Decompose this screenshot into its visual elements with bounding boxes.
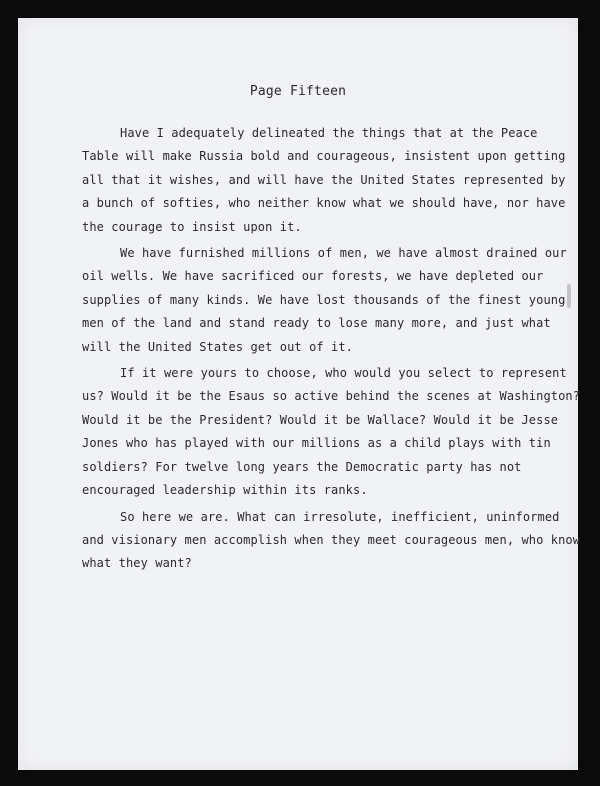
document-body (82, 122, 581, 579)
text-line: a bunch of softies, who neither know what we should have, nor have (82, 196, 566, 211)
paper-edge-mark (567, 284, 571, 308)
text-line: soldiers? For twelve long years the Democratic party has not (82, 459, 522, 474)
text-line: Jones who has played with our millions as a child plays with tin (82, 436, 551, 451)
text-line: the courage to insist upon it. (82, 219, 302, 234)
paragraph-2 (82, 242, 567, 359)
text-line: what they want? (82, 556, 192, 571)
text-line: So here we are. What can irresolute, inefficient, uninformed (120, 509, 560, 524)
text-line: Table will make Russia bold and courageous, insistent upon getting (82, 149, 566, 164)
text-line: encouraged leadership within its ranks. (82, 483, 368, 498)
text-line: supplies of many kinds. We have lost thousands of the finest young (82, 292, 566, 307)
text-line: We have furnished millions of men, we have almost drained our (120, 246, 567, 261)
text-line: If it were yours to choose, who would you select to represent (120, 366, 567, 381)
text-line: oil wells. We have sacrificed our forests, we have depleted our (82, 269, 544, 284)
paragraph-3 (82, 362, 581, 502)
document-page (18, 18, 581, 770)
text-line: and visionary men accomplish when they meet courageous men, who know (82, 532, 581, 547)
text-line: Would it be the President? Would it be Wallace? Would it be Jesse (82, 412, 559, 427)
paragraph-1 (82, 122, 566, 239)
text-line: men of the land and stand ready to lose many more, and just what (82, 316, 551, 331)
paragraph-4 (82, 506, 581, 576)
text-line: Have I adequately delineated the things that at the Peace (120, 126, 538, 140)
text-line: us? Would it be the Esaus so active behind the scenes at Washington? (82, 389, 581, 404)
text-line: all that it wishes, and will have the United States represented by (82, 172, 566, 187)
page-title: Page Fifteen (249, 84, 347, 99)
text-line: will the United States get out of it. (82, 339, 354, 354)
